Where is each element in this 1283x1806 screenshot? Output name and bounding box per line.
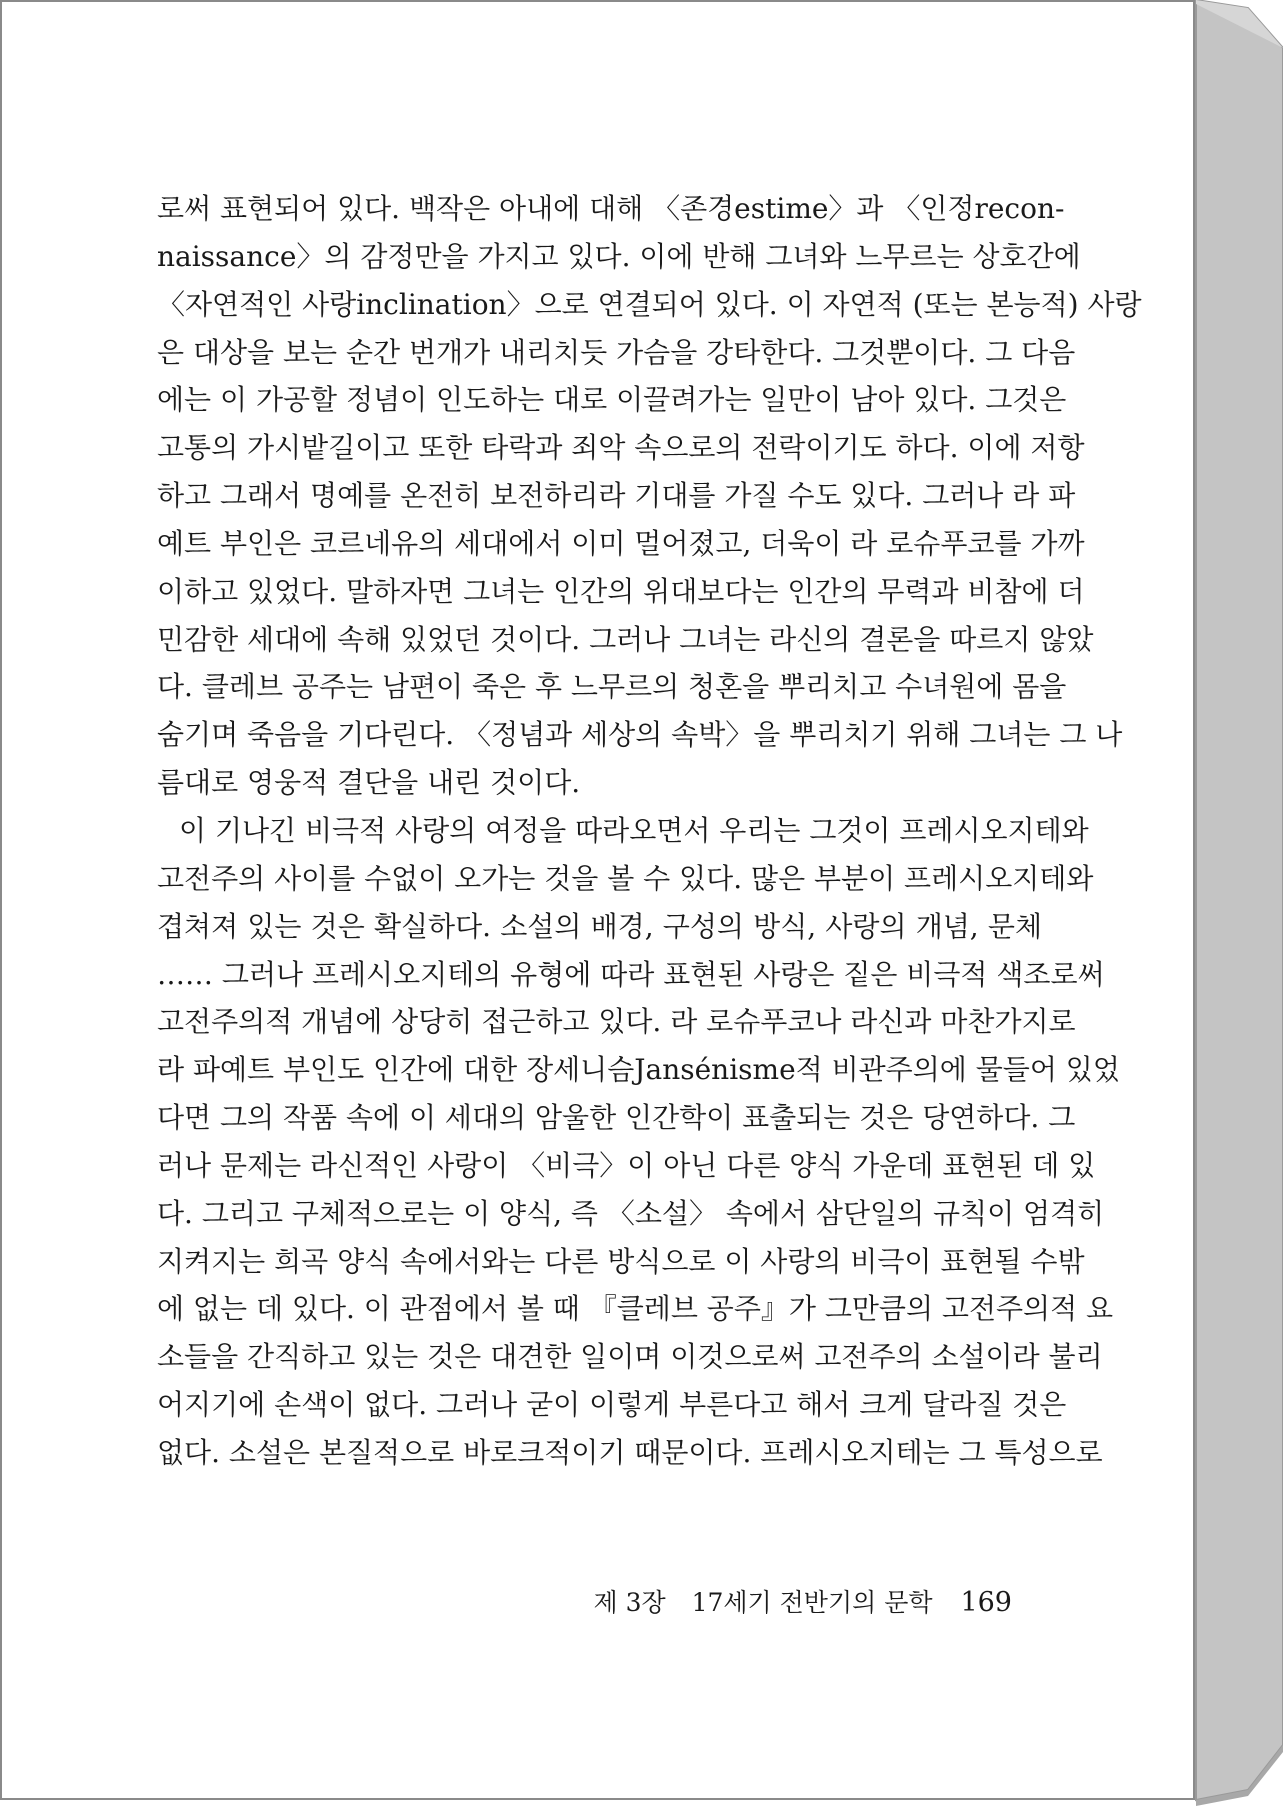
paragraph-first-line: 이 기나긴 비극적 사랑의 여정을 따라오면서 우리는 그것이 프레시오지테와 — [179, 813, 1089, 847]
text-line: 하고 그래서 명예를 온전히 보전하리라 기대를 가질 수도 있다. 그러나 라 파 — [157, 479, 1076, 513]
text-line: naissance〉의 감정만을 가지고 있다. 이에 반해 그녀와 느무르는 상호간에 — [157, 239, 1081, 273]
text-line: 지켜지는 희곡 양식 속에서와는 다른 방식으로 이 사랑의 비극이 표현될 수밖 — [157, 1244, 1085, 1278]
text-line: 러나 문제는 라신적인 사랑이 〈비극〉이 아닌 다른 양식 가운데 표현된 데 있 — [157, 1148, 1096, 1182]
text-line: 어지기에 손색이 없다. 그러나 굳이 이렇게 부른다고 해서 크게 달라질 것은 — [157, 1388, 1067, 1422]
text-line: 숨기며 죽음을 기다린다. 〈정념과 세상의 속박〉을 뿌리치기 위해 그녀는 그 나 — [157, 718, 1123, 752]
text-line: 에 없는 데 있다. 이 관점에서 볼 때 『클레브 공주』가 그만큼의 고전주의적 요 — [157, 1292, 1114, 1326]
text-line: 〈자연적인 사랑inclination〉으로 연결되어 있다. 이 자연적 (또는 본능적) 사랑 — [157, 287, 1142, 321]
text-line: 겹쳐져 있는 것은 확실하다. 소설의 배경, 구성의 방식, 사랑의 개념, 문체 — [157, 909, 1042, 943]
text-line: 예트 부인은 코르네유의 세대에서 이미 멀어졌고, 더욱이 라 로슈푸코를 가까 — [157, 526, 1085, 560]
running-footer — [2, 1583, 1012, 1619]
page-body-text — [157, 185, 1142, 1477]
text-line: 소들을 간직하고 있는 것은 대견한 일이며 이것으로써 고전주의 소설이라 불리 — [157, 1340, 1103, 1374]
chapter-label: 제 3장 — [593, 1588, 666, 1617]
text-line: …… 그러나 프레시오지테의 유형에 따라 표현된 사랑은 짙은 비극적 색조로써 — [157, 957, 1105, 991]
text-line: 다. 그리고 구체적으로는 이 양식, 즉 〈소설〉 속에서 삼단일의 규칙이 엄격히 — [157, 1196, 1105, 1230]
text-line: 없다. 소설은 본질적으로 바로크적이기 때문이다. 프레시오지테는 그 특성으로 — [157, 1435, 1103, 1469]
text-line: 고전주의적 개념에 상당히 접근하고 있다. 라 로슈푸코나 라신과 마찬가지로 — [157, 1005, 1076, 1039]
text-line: 에는 이 가공할 정념이 인도하는 대로 이끌려가는 일만이 남아 있다. 그것은 — [157, 383, 1067, 417]
text-line: 고통의 가시밭길이고 또한 타락과 죄악 속으로의 전락이기도 하다. 이에 저항 — [157, 431, 1085, 465]
text-line: 라 파예트 부인도 인간에 대한 장세니슴Jansénisme적 비관주의에 물들어 있었 — [157, 1053, 1120, 1087]
page-number: 169 — [960, 1587, 1012, 1618]
text-line: 다. 클레브 공주는 남편이 죽은 후 느무르의 청혼을 뿌리치고 수녀원에 몸을 — [157, 670, 1067, 704]
text-line: 다면 그의 작품 속에 이 세대의 암울한 인간학이 표출되는 것은 당연하다. 그 — [157, 1101, 1076, 1135]
text-line: 이하고 있었다. 말하자면 그녀는 인간의 위대보다는 인간의 무력과 비참에 더 — [157, 574, 1085, 608]
section-title: 17세기 전반기의 문학 — [691, 1588, 933, 1617]
text-line: 은 대상을 보는 순간 번개가 내리치듯 가슴을 강타한다. 그것뿐이다. 그 다음 — [157, 335, 1076, 369]
text-line: 민감한 세대에 속해 있었던 것이다. 그러나 그녀는 라신의 결론을 따르지 않았 — [157, 622, 1094, 656]
page-stack-edge-shape — [1196, 0, 1283, 1806]
paragraph-last-line: 름대로 영웅적 결단을 내린 것이다. — [157, 766, 581, 800]
text-line: 고전주의 사이를 수없이 오가는 것을 볼 수 있다. 많은 부분이 프레시오지테와 — [157, 861, 1094, 895]
text-line: 로써 표현되어 있다. 백작은 아내에 대해 〈존경estime〉과 〈인정recon- — [157, 192, 1065, 225]
